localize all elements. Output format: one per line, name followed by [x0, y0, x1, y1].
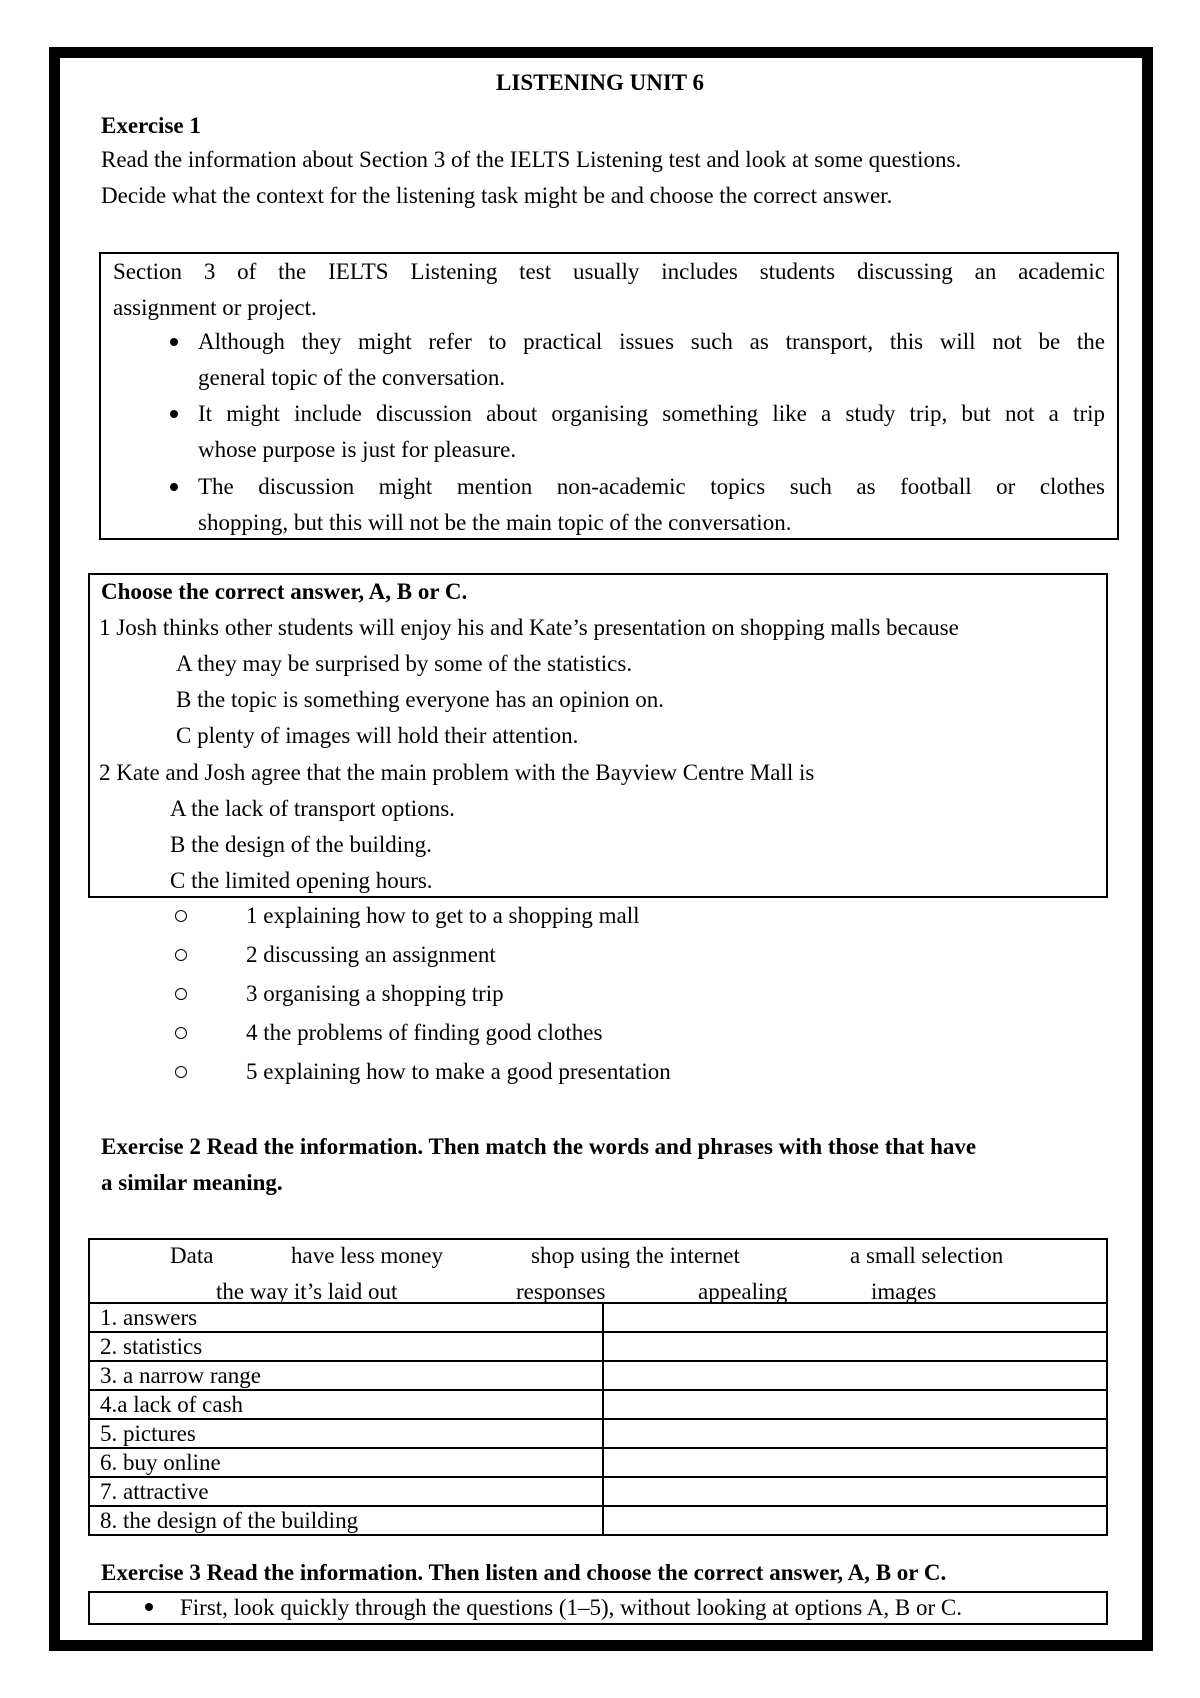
option-circle-icon [175, 1027, 187, 1039]
q2-option-a: A the lack of transport options. [170, 796, 455, 821]
exercise1-intro-line1: Read the information about Section 3 of the IELTS Listening test and look at some questions. [101, 147, 962, 172]
table-row [89, 1419, 1107, 1448]
context-option-1: 1 explaining how to get to a shopping mall [246, 903, 640, 928]
table-cell-answer[interactable] [603, 1390, 1107, 1419]
table-row [89, 1506, 1107, 1535]
table-row [89, 1332, 1107, 1361]
table-cell-term: 5. pictures [89, 1419, 603, 1448]
exercise3-tip: First, look quickly through the questions (1–5), without looking at options A, B or C. [180, 1595, 962, 1620]
q1-option-b: B the topic is something everyone has an opinion on. [176, 687, 665, 712]
table-cell-term: 7. attractive [89, 1477, 603, 1506]
questions-heading: Choose the correct answer, A, B or C. [101, 579, 468, 604]
context-option-4: 4 the problems of finding good clothes [246, 1020, 603, 1045]
word-bank-item: a small selection [850, 1243, 1004, 1268]
exercise1-intro-line2: Decide what the context for the listening task might be and choose the correct answer. [101, 183, 893, 208]
table-cell-answer[interactable] [603, 1361, 1107, 1390]
bullet-dot-icon [170, 410, 178, 418]
bullet-dot-icon [145, 1603, 153, 1611]
table-row [89, 1477, 1107, 1506]
exercise2-instruction-line2: a similar meaning. [101, 1170, 283, 1195]
info-bullet3-line1: The discussion might mention non-academic topics such as football or clothes [198, 474, 1105, 499]
context-option-5: 5 explaining how to make a good presentation [246, 1059, 671, 1084]
bullet-dot-icon [170, 338, 178, 346]
context-option-2: 2 discussing an assignment [246, 942, 496, 967]
table-cell-answer[interactable] [603, 1477, 1107, 1506]
q1-option-a: A they may be surprised by some of the statistics. [176, 651, 633, 676]
table-cell-answer[interactable] [603, 1332, 1107, 1361]
info-bullet3-line2: shopping, but this will not be the main topic of the conversation. [198, 510, 792, 535]
word-bank-item: Data [170, 1243, 214, 1268]
word-bank-item: images [871, 1279, 937, 1304]
table-cell-term: 1. answers [89, 1303, 603, 1332]
info-bullet2-line1: It might include discussion about organising something like a study trip, but not a trip [198, 401, 1105, 426]
table-cell-answer[interactable] [603, 1303, 1107, 1332]
context-option-3: 3 organising a shopping trip [246, 981, 504, 1006]
exercise3-instruction: Exercise 3 Read the information. Then listen and choose the correct answer, A, B or C. [101, 1560, 947, 1585]
option-circle-icon [175, 988, 187, 1000]
table-row [89, 1390, 1107, 1419]
q2-option-b: B the design of the building. [170, 832, 432, 857]
q1-option-c: C plenty of images will hold their attention. [176, 723, 579, 748]
q2-option-c: C the limited opening hours. [170, 868, 433, 893]
table-cell-term: 3. a narrow range [89, 1361, 603, 1390]
info-bullet1-line2: general topic of the conversation. [198, 365, 506, 390]
option-circle-icon [175, 949, 187, 961]
table-cell-term: 2. statistics [89, 1332, 603, 1361]
table-cell-term: 6. buy online [89, 1448, 603, 1477]
word-bank-item: responses [516, 1279, 606, 1304]
table-cell-term: 4.a lack of cash [89, 1390, 603, 1419]
table-cell-answer[interactable] [603, 1506, 1107, 1535]
table-cell-term: 8. the design of the building [89, 1506, 603, 1535]
bullet-dot-icon [170, 483, 178, 491]
info-intro-line2: assignment or project. [113, 295, 317, 320]
info-bullet1-line1: Although they might refer to practical issues such as transport, this will not be the [198, 329, 1105, 354]
exercise1-heading: Exercise 1 [101, 113, 201, 138]
word-bank-item: appealing [698, 1279, 788, 1304]
table-cell-answer[interactable] [603, 1419, 1107, 1448]
table-row [89, 1361, 1107, 1390]
matching-table [88, 1302, 1108, 1536]
word-bank-item: have less money [291, 1243, 444, 1268]
word-bank-item: shop using the internet [531, 1243, 740, 1268]
option-circle-icon [175, 1066, 187, 1078]
info-intro-line1: Section 3 of the IELTS Listening test usually includes students discussing an academic [113, 259, 1105, 284]
info-bullet2-line2: whose purpose is just for pleasure. [198, 437, 517, 462]
exercise2-instruction-line1: Exercise 2 Read the information. Then match the words and phrases with those that have [101, 1134, 977, 1159]
option-circle-icon [175, 910, 187, 922]
table-cell-answer[interactable] [603, 1448, 1107, 1477]
question-1: 1 Josh thinks other students will enjoy his and Kate’s presentation on shopping malls because [99, 615, 959, 640]
table-row [89, 1303, 1107, 1332]
question-2: 2 Kate and Josh agree that the main problem with the Bayview Centre Mall is [99, 760, 815, 785]
word-bank-item: the way it’s laid out [216, 1279, 398, 1304]
table-row [89, 1448, 1107, 1477]
page-title: LISTENING UNIT 6 [496, 70, 704, 95]
